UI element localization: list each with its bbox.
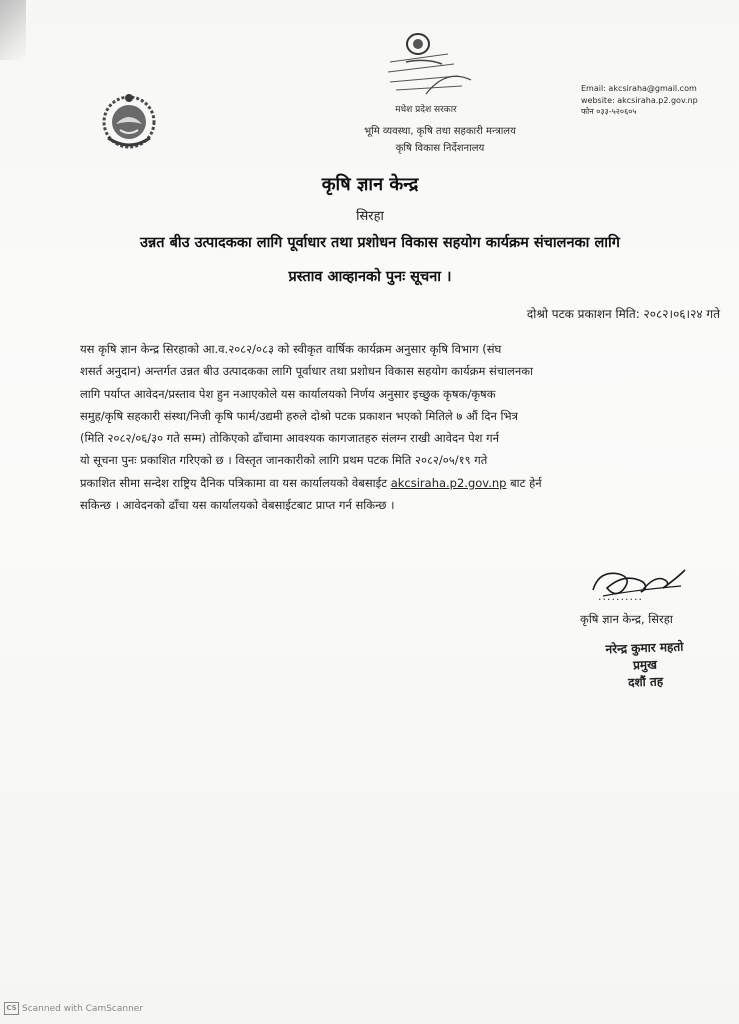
notice-title-line-2: प्रस्ताव आव्हानको पुनः सूचना । <box>288 269 452 285</box>
notice-body <box>80 338 720 516</box>
publish-date: दोश्रो पटक प्रकाशन मिति: २०८२।०६।२४ गते <box>526 307 720 321</box>
scanner-watermark <box>4 1002 143 1015</box>
seal-text: मधेश प्रदेश सरकार <box>395 105 457 115</box>
body-line-text: प्रकाशित सीमा सन्देश राष्ट्रिय दैनिक पत्रिकामा वा यस कार्यालयको वेबसाईट <box>80 475 388 490</box>
body-line-with-link <box>80 472 720 494</box>
contact-block <box>581 83 721 118</box>
notice-title-line-1: उन्नत बीउ उत्पादकका लागि पूर्वाधार तथा प्रशोधन विकास सहयोग कार्यक्रम संचालनका लागि <box>140 235 620 251</box>
body-line: यो सूचना पुनः प्रकाशित गरिएको छ । विस्तृत जानकारीको लागि प्रथम पटक मिति २०८२/०५/१९ गते <box>80 453 488 468</box>
ministry-name: भूमि व्यवस्था, कृषि तथा सहकारी मन्त्रालय <box>364 126 516 137</box>
watermark-text: Scanned with CamScanner <box>22 1003 144 1014</box>
body-line-tail: बाट हेर्न <box>510 475 542 490</box>
body-line: लागि पर्याप्त आवेदन/प्रस्ताव पेश हुन नआएकोले यस कार्यालयको निर्णय अनुसार इच्छुक कृषक/कृषक <box>80 386 496 401</box>
body-line: (मिति २०८२/०६/३० गते सम्म) तोकिएको ढाँचामा आवश्यक कागजातहरु संलग्न राखी आवेदन पेश गर्न <box>80 431 500 446</box>
directorate-name: कृषि विकास निर्देशनालय <box>395 143 485 154</box>
ministry-block <box>300 123 580 157</box>
body-line: समुह/कृषि सहकारी संस्था/निजी कृषि फार्म/उद्यमी हरुले दोश्रो पटक प्रकाशन भएको मितिले ७ औं दिन भित्र <box>80 408 518 423</box>
signer-name: नरेन्द्र कुमार महतो <box>605 639 684 657</box>
signer-stamp <box>564 637 726 694</box>
contact-website: website: akcsiraha.p2.gov.np <box>581 95 698 105</box>
contact-email: Email: akcsiraha@gmail.com <box>581 84 697 93</box>
signature-line: .......... <box>598 590 643 603</box>
nepal-emblem-icon <box>100 92 158 150</box>
office-title: कृषि ज्ञान केन्द्र <box>321 174 419 195</box>
office-seal <box>376 28 476 115</box>
signer-office: कृषि ज्ञान केन्द्र, सिरहा <box>580 612 673 626</box>
body-line: यस कृषि ज्ञान केन्द्र सिरहाको आ.व.२०८२/०८३ को स्वीकृत वार्षिक कार्यक्रम अनुसार कृषि विभाग (संघ <box>80 342 502 356</box>
signer-title: प्रमुख <box>632 657 658 673</box>
contact-phone: फोन ०३३-५२०६०५ <box>581 107 637 116</box>
signer-rank: दशौं तह <box>627 674 664 690</box>
page-fold-shadow <box>0 0 26 60</box>
camscanner-logo-icon: CS <box>4 1002 19 1015</box>
office-district: सिरहा <box>356 209 384 224</box>
body-line: शसर्त अनुदान) अन्तर्गत उन्नत बीउ उत्पादकका लागि पूर्वाधार तथा प्रशोधन विकास सहयोग कार्यक्रम संचालनका <box>80 364 534 379</box>
body-line: सकिन्छ । आवेदनको ढाँचा यस कार्यालयको वेबसाईटबाट प्राप्त गर्न सकिन्छ । <box>80 498 395 513</box>
website-link[interactable]: akcsiraha.p2.gov.np <box>390 475 507 490</box>
